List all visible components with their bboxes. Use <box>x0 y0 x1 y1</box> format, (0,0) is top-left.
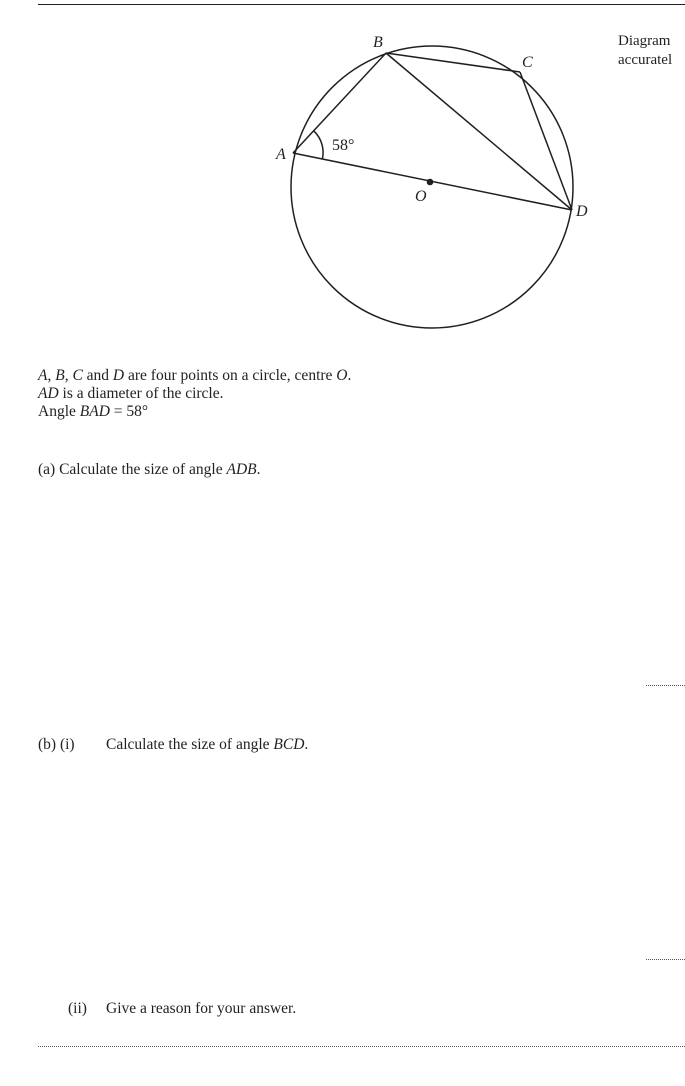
centre-point <box>427 179 434 186</box>
angle-arc <box>314 131 323 159</box>
circle-diagram <box>0 0 685 340</box>
part-b-i-angle: BCD <box>273 736 305 753</box>
answer-line-b-ii[interactable] <box>38 1046 685 1047</box>
part-a-text: Calculate the size of angle <box>55 461 227 478</box>
stem-and: and <box>82 367 113 384</box>
point-label-d: D <box>576 203 588 220</box>
stem-angle-value: = 58° <box>109 403 149 420</box>
angle-label: 58° <box>332 137 355 154</box>
chord-bd <box>386 53 572 210</box>
stem-a: A <box>38 367 48 384</box>
stem-bad: BAD <box>79 403 110 420</box>
point-label-a: A <box>276 146 286 163</box>
part-b-i-end: . <box>304 736 309 753</box>
answer-line-a[interactable] <box>646 685 685 686</box>
stem-line-1 <box>38 367 351 385</box>
circle <box>291 46 573 328</box>
part-b-i-text: Calculate the size of angle <box>106 736 274 753</box>
part-b-ii-label: (ii) <box>68 1000 87 1017</box>
point-label-o: O <box>415 188 427 205</box>
part-b-i-label: (b) (i) <box>38 736 75 753</box>
stem-line-2 <box>38 385 351 403</box>
part-b-i-question <box>38 736 308 754</box>
part-b-ii-text: Give a reason for your answer. <box>106 1000 297 1017</box>
part-a-end: . <box>256 461 261 478</box>
stem-c: C <box>72 367 83 384</box>
question-stem <box>38 367 351 421</box>
stem-ad: AD <box>38 385 59 402</box>
stem-line1-text: are four points on a circle, centre <box>124 367 337 384</box>
part-a-question <box>38 461 261 479</box>
diagram-note-line2: accuratel <box>618 52 673 68</box>
part-a-label: (a) <box>38 461 56 478</box>
answer-line-b-i[interactable] <box>646 959 685 960</box>
stem-o: O <box>336 367 348 384</box>
stem-sep-1: , <box>47 367 56 384</box>
stem-d: D <box>112 367 125 384</box>
stem-line-3 <box>38 403 351 421</box>
chord-cd <box>520 72 572 210</box>
stem-b: B <box>55 367 65 384</box>
diagram-note-line1: Diagram <box>618 33 671 49</box>
point-label-b: B <box>373 34 383 51</box>
point-label-c: C <box>522 54 533 71</box>
part-b-ii-question <box>68 1000 296 1018</box>
part-a-angle: ADB <box>226 461 257 478</box>
stem-angle-word: Angle <box>38 403 80 420</box>
stem-line1-end: . <box>347 367 352 384</box>
stem-line2-text: is a diameter of the circle. <box>58 385 224 402</box>
stem-sep-2: , <box>64 367 73 384</box>
